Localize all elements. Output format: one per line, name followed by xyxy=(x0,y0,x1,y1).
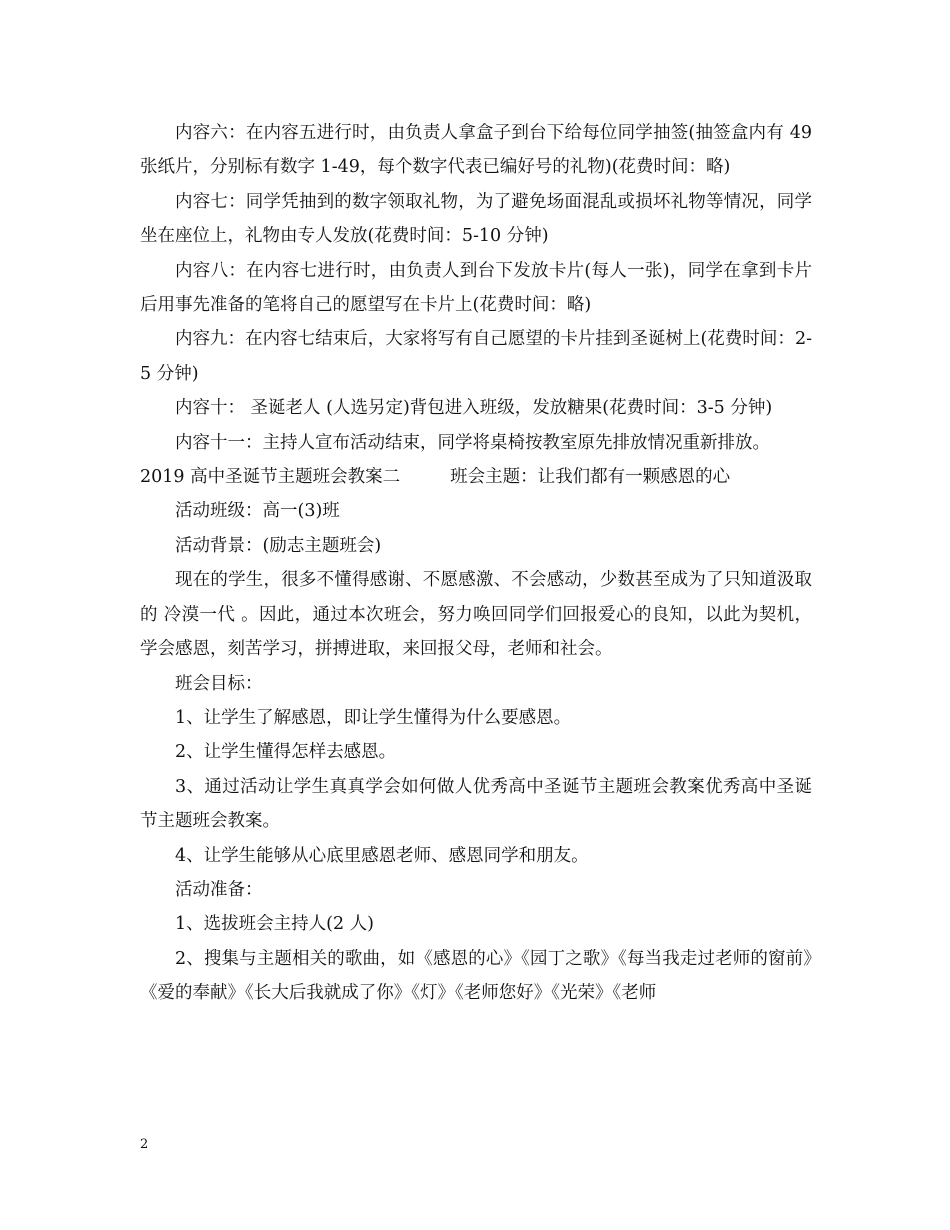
paragraph-goals-heading: 班会目标： xyxy=(175,673,263,694)
paragraph-goal-3: 3、通过活动让学生真真学会如何做人优秀高中圣诞节主题班会教案优秀高中圣诞节主题班会教案。 xyxy=(140,776,812,832)
paragraph-content-6: 内容六：在内容五进行时，由负责人拿盒子到台下给每位同学抽签(抽签盒内有 49 张纸片，分别标有数字 1-49，每个数字代表已编好号的礼物)(花费时间：略) xyxy=(140,123,812,178)
page-number: 2 xyxy=(140,1137,149,1152)
paragraph-preparation-2: 2、搜集与主题相关的歌曲，如《感恩的心》《园丁之歌》《每当我走过老师的窗前》《爱的奉献》《长大后我就成了你》《灯》《老师您好》《光荣》《老师 xyxy=(140,948,812,1004)
paragraph-content-10: 内容十： 圣诞老人 (人选另定)背包进入班级，发放糖果(花费时间：3-5 分钟) xyxy=(175,398,773,419)
section-heading-line xyxy=(140,460,812,494)
paragraph-preparation-heading: 活动准备： xyxy=(175,879,263,900)
paragraph-activity-background: 活动背景：(励志主题班会) xyxy=(175,535,382,556)
paragraph-activity-class: 活动班级：高一(3)班 xyxy=(175,501,340,522)
paragraph-content-11: 内容十一：主持人宣布活动结束，同学将桌椅按教室原先排放情况重新排放。 xyxy=(175,432,770,453)
paragraph-goal-1: 1、让学生了解感恩，即让学生懂得为什么要感恩。 xyxy=(175,707,572,728)
class-theme: 班会主题：让我们都有一颗感恩的心 xyxy=(450,467,731,488)
paragraph-goal-4: 4、让学生能够从心底里感恩老师、感恩同学和朋友。 xyxy=(175,845,589,866)
paragraph-content-8: 内容八：在内容七进行时，由负责人到台下发放卡片(每人一张)，同学在拿到卡片后用事先准备的笔将自己的愿望写在卡片上(花费时间：略) xyxy=(140,260,812,316)
paragraph-goal-2: 2、让学生懂得怎样去感恩。 xyxy=(175,742,397,763)
section-title: 2019 高中圣诞节主题班会教案二 xyxy=(140,467,401,488)
paragraph-background-text: 现在的学生，很多不懂得感谢、不愿感激、不会感动，少数甚至成为了只知道汲取的 冷漠一代 。因此，通过本次班会，努力唤回同学们回报爱心的良知，以此为契机，学会感恩，刻苦学习，拼搏进取，来回报父母，老师和社会。 xyxy=(140,570,812,660)
paragraph-content-9: 内容九：在内容七结束后，大家将写有自己愿望的卡片挂到圣诞树上(花费时间：2-5 分钟) xyxy=(140,329,812,384)
document-body xyxy=(140,116,812,1011)
paragraph-content-7: 内容七：同学凭抽到的数字领取礼物，为了避免场面混乱或损坏礼物等情况，同学坐在座位上，礼物由专人发放(花费时间：5-10 分钟) xyxy=(140,191,812,247)
paragraph-preparation-1: 1、选拔班会主持人(2 人) xyxy=(175,914,374,935)
